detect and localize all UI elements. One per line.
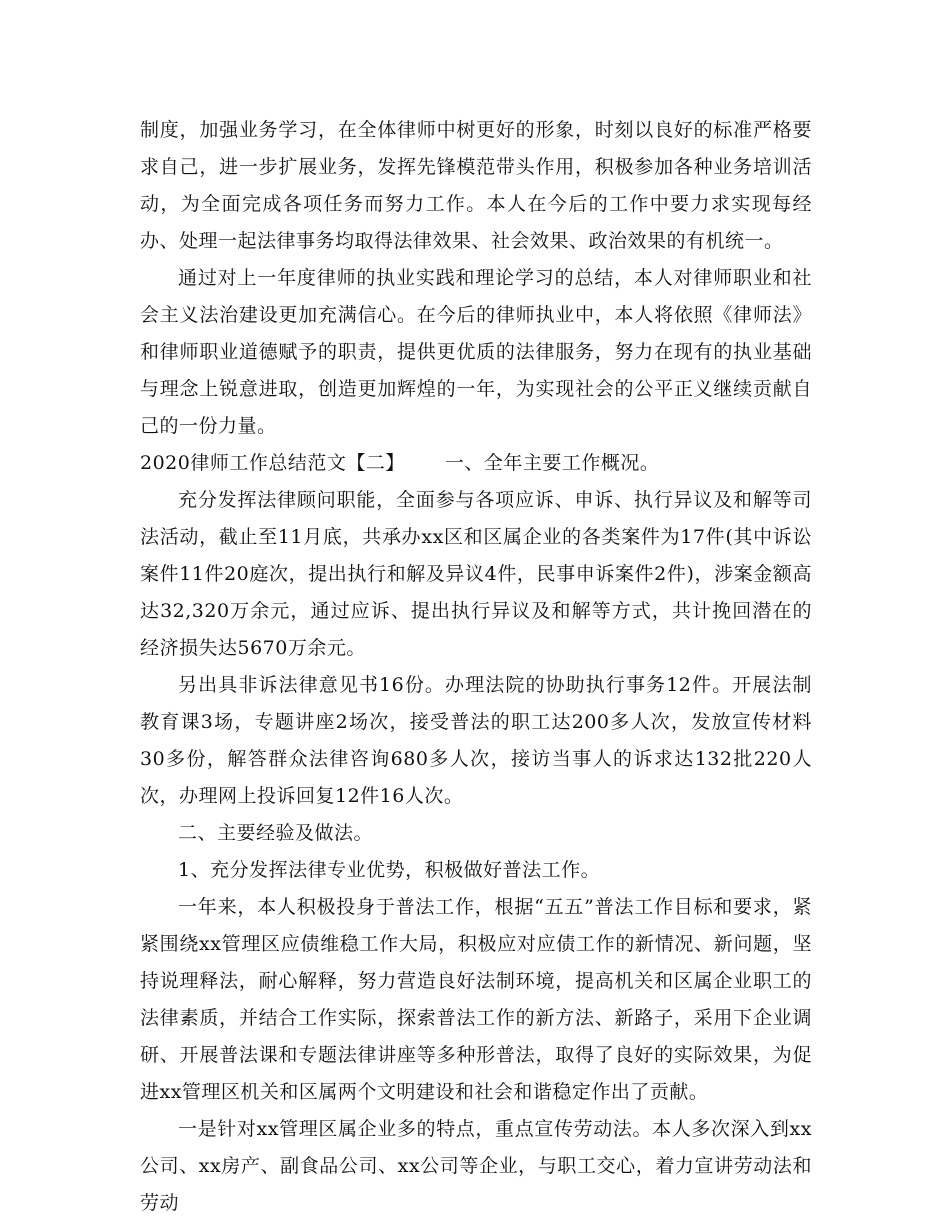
paragraph-6: 一是针对xx管理区属企业多的特点，重点宣传劳动法。本人多次深入到xx公司、xx房产、副食品公司、xx公司等企业，与职工交心，着力宣讲劳动法和劳动 <box>140 1118 812 1214</box>
paragraph-4: 另出具非诉法律意见书16份。办理法院的协助执行事务12件。开展法制教育课3场，专题讲座2场次，接受普法的职工达200多人次，发放宣传材料30多份，解答群众法律咨询680多人次，接访当事人的诉求达132批220人次，办理网上投诉回复12件16人次。 <box>140 674 812 807</box>
document-body <box>140 112 812 1222</box>
section-heading <box>140 445 812 482</box>
heading-section: 一、全年主要工作概况。 <box>444 452 660 474</box>
paragraph-3: 充分发挥法律顾问职能，全面参与各项应诉、申诉、执行异议及和解等司法活动，截止至11月底，共承办xx区和区属企业的各类案件为17件(其中诉讼案件11件20庭次，提出执行和解及异议4件，民事申诉案件2件)，涉案金额高达32,320万余元，通过应诉、提出执行异议及和解等方式，共计挽回潜在的经济损失达5670万余元。 <box>140 489 812 659</box>
paragraph-2: 通过对上一年度律师的执业实践和理论学习的总结，本人对律师职业和社会主义法治建设更加充满信心。在今后的律师执业中，本人将依照《律师法》和律师职业道德赋予的职责，提供更优质的法律服务，努力在现有的执业基础与理念上锐意进取，创造更加辉煌的一年，为实现社会的公平正义继续贡献自己的一份力量。 <box>140 267 812 437</box>
subheading-experience: 二、主要经验及做法。 <box>178 822 374 844</box>
paragraph-5: 一年来，本人积极投身于普法工作，根据“五五”普法工作目标和要求，紧紧围绕xx管理区应债维稳工作大局，积极应对应债工作的新情况、新问题，坚持说理释法，耐心解释，努力营造良好法制环境，提高机关和区属企业职工的法律素质，并结合工作实际，探索普法工作的新方法、新路子，采用下企业调研、开展普法课和专题法律讲座等多种形普法，取得了良好的实际效果，为促进xx管理区机关和区属两个文明建设和社会和谐稳定作出了贡献。 <box>140 896 812 1103</box>
subheading-item-1: 1、充分发挥法律专业优势，积极做好普法工作。 <box>178 859 601 881</box>
heading-title: 2020律师工作总结范文【二】 <box>140 452 405 474</box>
paragraph-1: 制度，加强业务学习，在全体律师中树更好的形象，时刻以良好的标准严格要求自己，进一步扩展业务，发挥先锋模范带头作用，积极参加各种业务培训活动，为全面完成各项任务而努力工作。本人在今后的工作中要力求实现每经办、处理一起法律事务均取得法律效果、社会效果、政治效果的有机统一。 <box>140 119 812 252</box>
